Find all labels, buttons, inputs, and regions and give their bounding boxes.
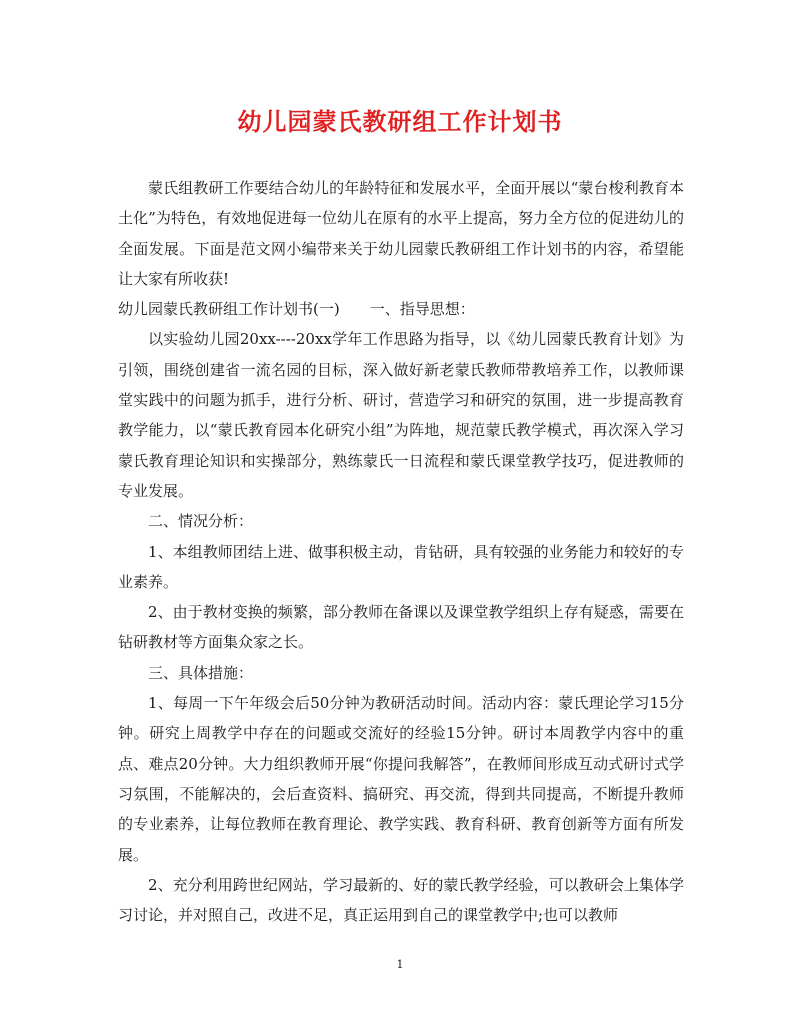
paragraph: 2、充分利用跨世纪网站，学习最新的、好的蒙氏教学经验，可以教研会上集体学习讨论，并对照自己，改进不足，真正运用到自己的课堂教学中;也可以教师 bbox=[118, 875, 684, 925]
document-body bbox=[118, 173, 684, 930]
paragraph: 1、本组教师团结上进、做事积极主动，肯钻研，具有较强的业务能力和较好的专业素养。 bbox=[118, 542, 684, 591]
paragraph: 2、由于教材变换的频繁，部分教师在备课以及课堂教学组织上存有疑惑，需要在钻研教材等方面集众家之长。 bbox=[118, 603, 684, 652]
document-title: 幼儿园蒙氏教研组工作计划书 bbox=[237, 107, 563, 136]
paragraph: 幼儿园蒙氏教研组工作计划书(一) 一、指导思想： bbox=[118, 300, 475, 319]
paragraph: 二、情况分析： bbox=[148, 512, 254, 531]
paragraph: 1、每周一下午年级会后50分钟为教研活动时间。活动内容：蒙氏理论学习15分钟。研究上周教学中存在的问题或交流好的经验15分钟。研讨本周教学内容中的重点、难点20分钟。大力组织教师开展“你提问我解答”，在教师间形成互动式研讨式学习氛围，不能解决的，会后查资料、搞研究、再交流，得到共同提高，不断提升教师的专业素养，让每位教师在教育理论、教学实践、教育科研、教育创新等方面有所发展。 bbox=[118, 694, 684, 864]
paragraph: 蒙氏组教研工作要结合幼儿的年龄特征和发展水平，全面开展以“蒙台梭利教育本土化”为特色，有效地促进每一位幼儿在原有的水平上提高，努力全方位的促进幼儿的全面发展。下面是范文网小编带来关于幼儿园蒙氏教研组工作计划书的内容，希望能让大家有所收获! bbox=[118, 179, 684, 288]
paragraph: 以实验幼儿园20xx----20xx学年工作思路为指导，以《幼儿园蒙氏教育计划》为引领，围绕创建省一流名园的目标，深入做好新老蒙氏教师带教培养工作，以教师课堂实践中的问题为抓手，进行分析、研讨，营造学习和研究的氛围，进一步提高教育教学能力，以“蒙氏教育园本化研究小组”为阵地，规范蒙氏教学模式，再次深入学习蒙氏教育理论知识和实操部分，熟练蒙氏一日流程和蒙氏课堂教学技巧，促进教师的专业发展。 bbox=[118, 330, 684, 500]
page-number: 1 bbox=[396, 958, 404, 971]
paragraph: 三、具体措施： bbox=[148, 663, 254, 682]
